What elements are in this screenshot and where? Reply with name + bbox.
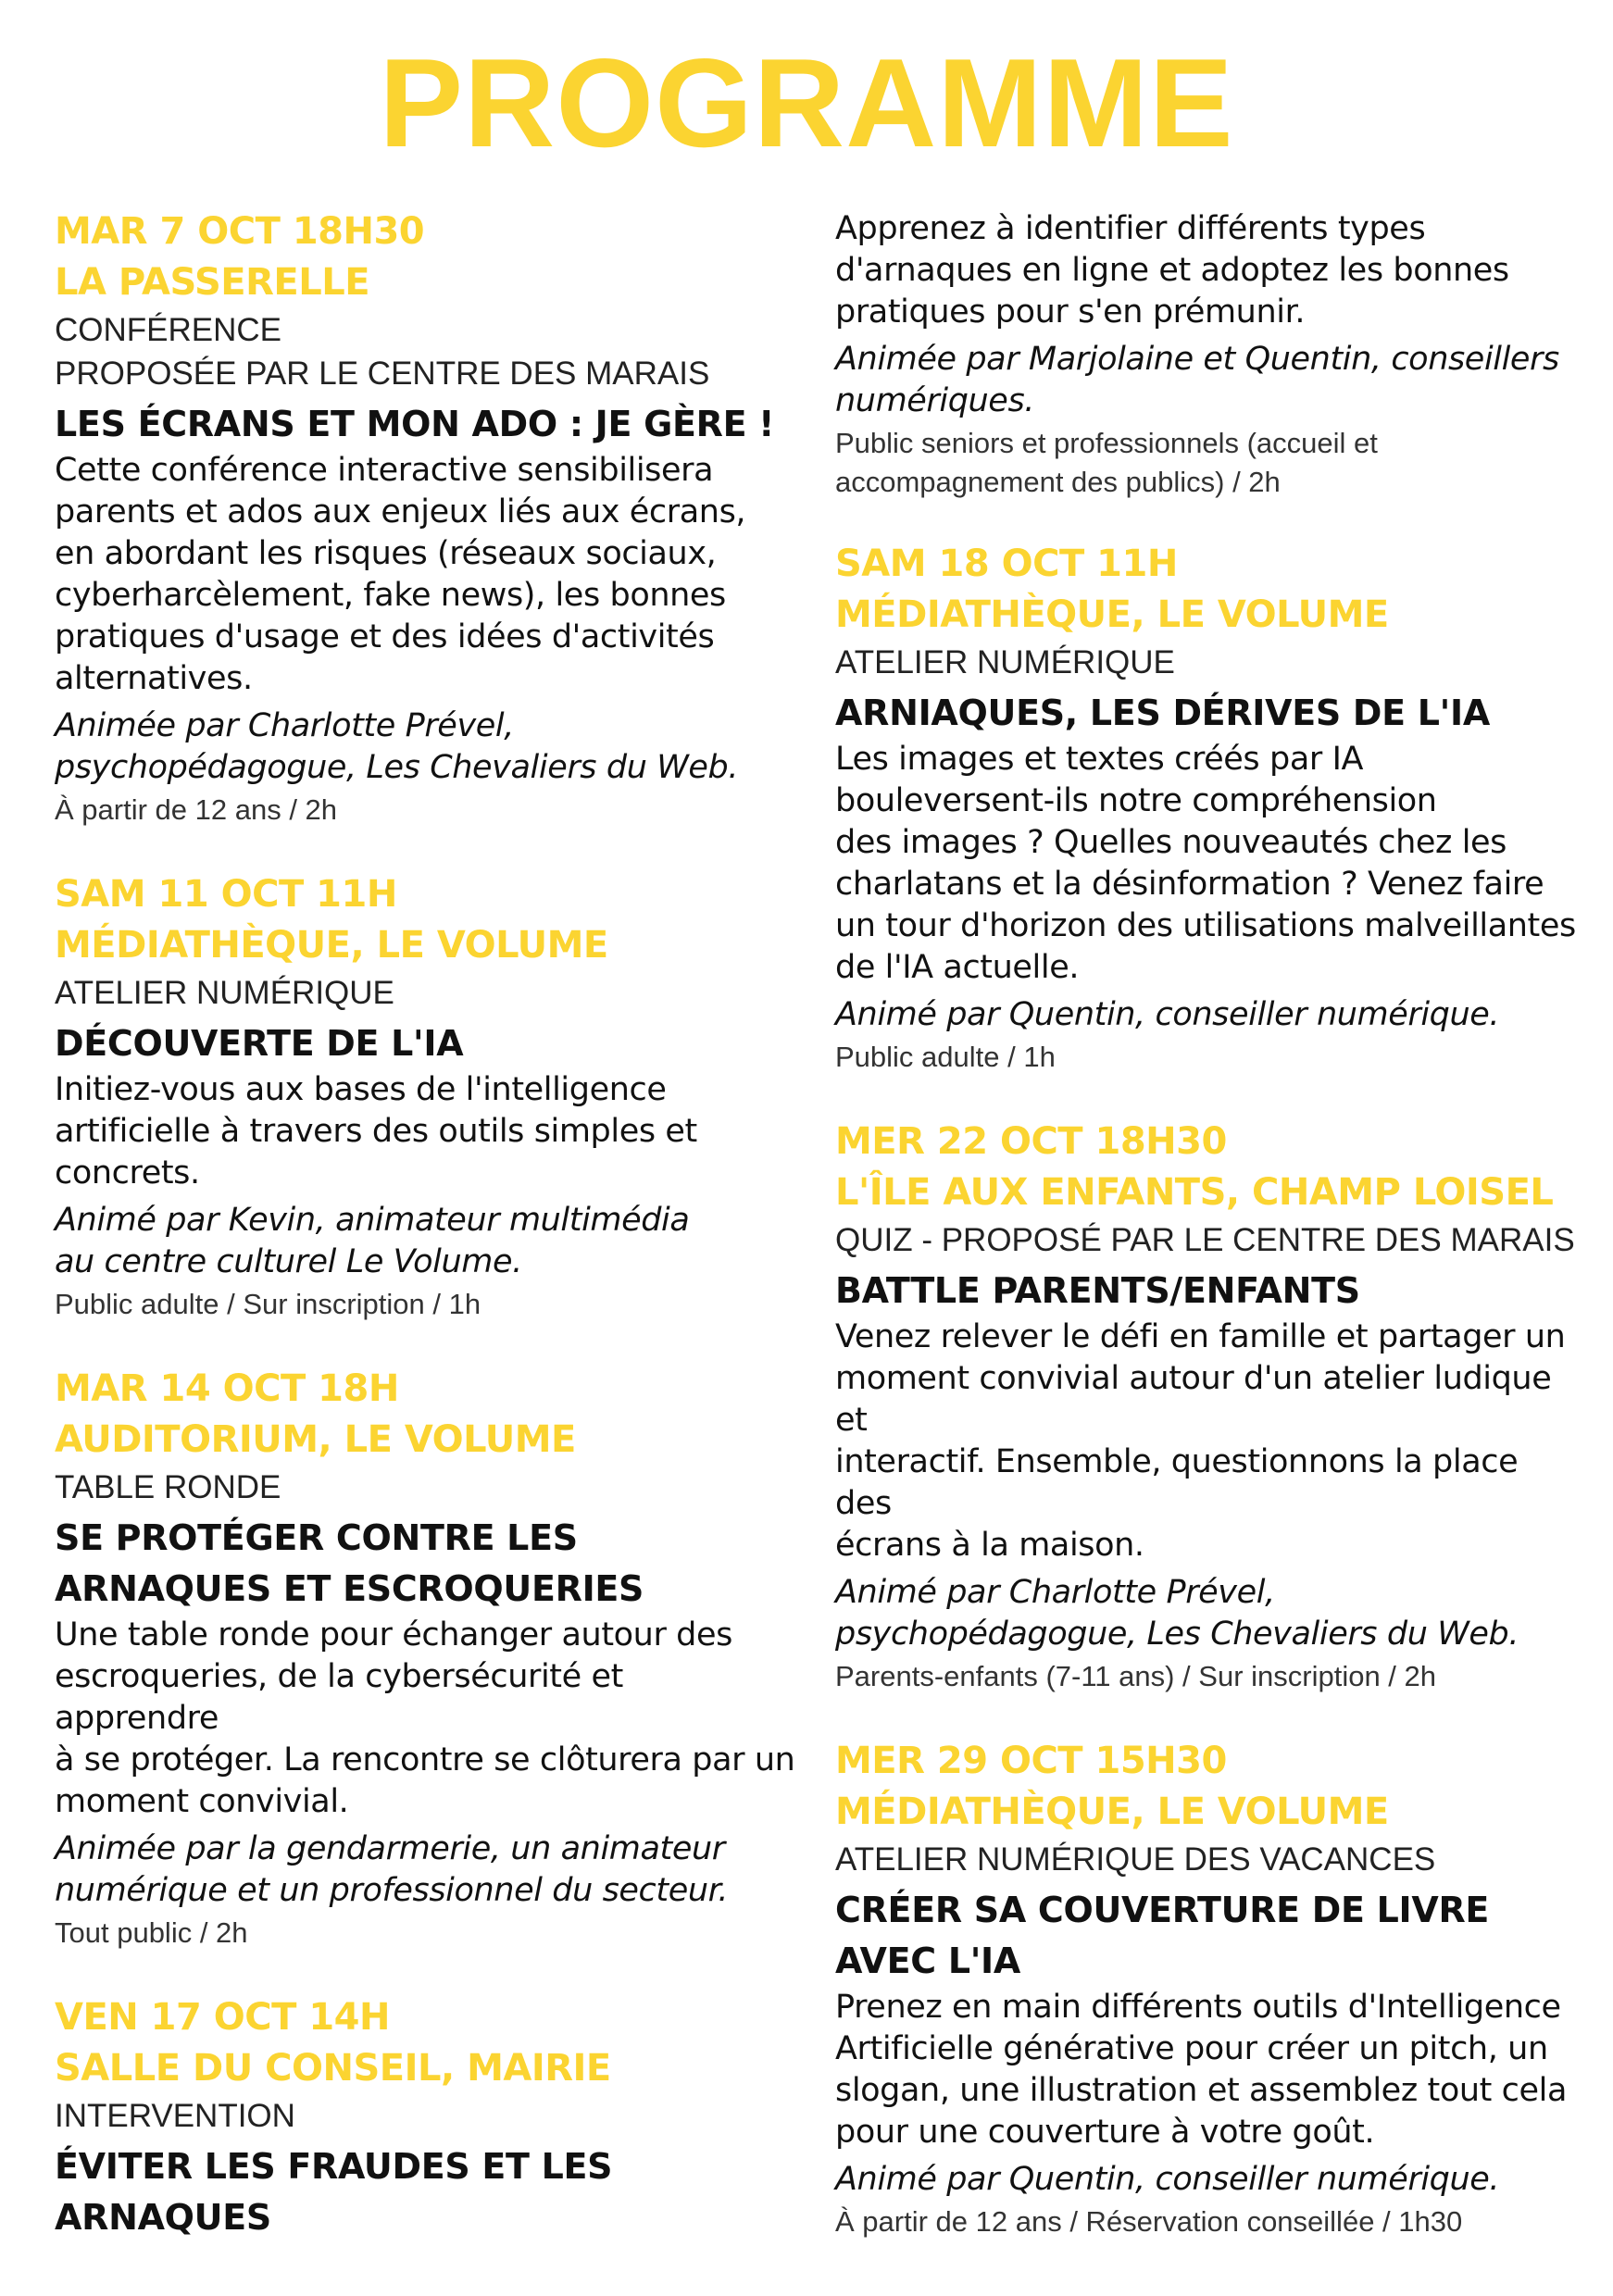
- event-host: Animée par la gendarmerie, un animateur numérique et un professionnel du secteur.: [55, 1830, 729, 1909]
- event-description: Apprenez à identifier différents types d'arnaques en ligne et adoptez les bonnes pratiques pour s'en prémunir.: [835, 210, 1509, 331]
- event-date: MAR 14 OCT 18H: [55, 1367, 399, 1410]
- event-type: INTERVENTION: [55, 2098, 295, 2134]
- event-type: ATELIER NUMÉRIQUE DES VACANCES: [835, 1841, 1436, 1878]
- event-venue: L'ÎLE AUX ENFANTS, CHAMP LOISEL: [835, 1171, 1554, 1214]
- right-column: [835, 208, 1576, 2281]
- event-host: Animé par Kevin, animateur multimédia au centre culturel Le Volume.: [55, 1202, 690, 1280]
- event-host: Animée par Marjolaine et Quentin, conseillers numériques.: [835, 341, 1559, 419]
- event-venue: MÉDIATHÈQUE, LE VOLUME: [835, 1791, 1389, 1833]
- event-info: À partir de 12 ans / 2h: [55, 793, 338, 826]
- event-venue: AUDITORIUM, LE VOLUME: [55, 1418, 576, 1461]
- event-block: [55, 869, 795, 1324]
- event-title: BATTLE PARENTS/ENFANTS: [835, 1270, 1360, 1311]
- event-description: Venez relever le défi en famille et partager un moment convivial autour d'un atelier ludique et interactif. Ensemble, questionnons la place des écrans à la maison.: [835, 1318, 1566, 1564]
- event-title: ÉVITER LES FRAUDES ET LES ARNAQUES: [55, 2146, 613, 2238]
- event-title: DÉCOUVERTE DE L'IA: [55, 1023, 464, 1064]
- left-column: [55, 206, 795, 2283]
- event-info: À partir de 12 ans / Réservation conseillée / 1h30: [835, 2205, 1463, 2238]
- event-venue: MÉDIATHÈQUE, LE VOLUME: [835, 593, 1389, 636]
- event-description: Cette conférence interactive sensibilisera parents et ados aux enjeux liés aux écrans, en abordant les risques (réseaux sociaux, cyberharcèlement, fake news), les bonnes pratiques d'usage et des idées d'activités alternatives.: [55, 452, 746, 697]
- event-title: SE PROTÉGER CONTRE LES ARNAQUES ET ESCROQUERIES: [55, 1517, 644, 1609]
- event-host: Animé par Quentin, conseiller numérique.: [835, 996, 1500, 1033]
- event-date: SAM 18 OCT 11H: [835, 543, 1178, 585]
- event-info: Public adulte / Sur inscription / 1h: [55, 1288, 481, 1320]
- event-venue: LA PASSERELLE: [55, 261, 370, 304]
- event-type: TABLE RONDE: [55, 1469, 281, 1505]
- event-host: Animé par Charlotte Prével, psychopédagogue, Les Chevaliers du Web.: [835, 1574, 1519, 1653]
- event-block: [835, 1117, 1576, 1696]
- page-title: PROGRAMME: [379, 32, 1234, 173]
- event-date: MER 22 OCT 18H30: [835, 1120, 1227, 1163]
- event-date: SAM 11 OCT 11H: [55, 873, 397, 916]
- event-organizer: PROPOSÉE PAR LE CENTRE DES MARAIS: [55, 356, 710, 392]
- event-block: [55, 1364, 795, 1953]
- event-host: Animée par Charlotte Prével, psychopédagogue, Les Chevaliers du Web.: [55, 707, 739, 786]
- event-info: Public adulte / 1h: [835, 1041, 1056, 1073]
- event-info: Public seniors et professionnels (accueil et accompagnement des publics) / 2h: [835, 427, 1378, 498]
- event-description: Les images et textes créés par IA bouleversent-ils notre compréhension des images ? Quelles nouveautés chez les charlatans et la désinformation ? Venez faire un tour d'horizon des utilisations malveillantes de l'IA actuelle.: [835, 741, 1576, 986]
- event-description: Une table ronde pour échanger autour des escroqueries, de la cybersécurité et apprendre à se protéger. La rencontre se clôturera par un moment convivial.: [55, 1616, 795, 1820]
- event-block: [835, 539, 1576, 1077]
- event-title: CRÉER SA COUVERTURE DE LIVRE AVEC L'IA: [835, 1890, 1490, 1981]
- event-block: [55, 206, 795, 830]
- event-date: MAR 7 OCT 18H30: [55, 210, 425, 253]
- event-venue: MÉDIATHÈQUE, LE VOLUME: [55, 924, 608, 967]
- event-type: QUIZ - PROPOSÉ PAR LE CENTRE DES MARAIS: [835, 1222, 1575, 1258]
- event-type: ATELIER NUMÉRIQUE: [55, 975, 394, 1011]
- event-type: CONFÉRENCE: [55, 312, 282, 348]
- event-description: Prenez en main différents outils d'Intelligence Artificielle générative pour créer un pitch, un slogan, une illustration et assemblez tout cela pour une couverture à votre goût.: [835, 1989, 1568, 2151]
- event-continuation: [835, 208, 1576, 502]
- event-block: [835, 1736, 1576, 2241]
- event-date: VEN 17 OCT 14H: [55, 1996, 390, 2039]
- event-info: Tout public / 2h: [55, 1916, 248, 1949]
- event-venue: SALLE DU CONSEIL, MAIRIE: [55, 2047, 611, 2090]
- event-title: ARNIAQUES, LES DÉRIVES DE L'IA: [835, 693, 1490, 733]
- event-description: Initiez-vous aux bases de l'intelligence artificielle à travers des outils simples et concrets.: [55, 1071, 697, 1192]
- event-date: MER 29 OCT 15H30: [835, 1740, 1227, 1782]
- event-host: Animé par Quentin, conseiller numérique.: [835, 2161, 1500, 2198]
- event-title: LES ÉCRANS ET MON ADO : JE GÈRE !: [55, 404, 775, 444]
- event-block: [55, 1992, 795, 2243]
- event-type: ATELIER NUMÉRIQUE: [835, 644, 1175, 680]
- event-info: Parents-enfants (7-11 ans) / Sur inscription / 2h: [835, 1660, 1437, 1692]
